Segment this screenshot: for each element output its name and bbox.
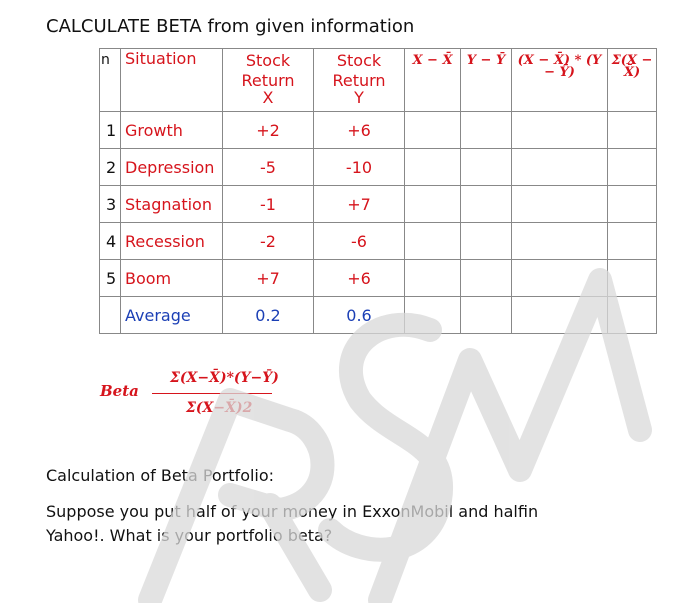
row-number: 5 <box>100 260 121 297</box>
beta-formula-label: Beta <box>100 382 139 400</box>
question-line-1: Suppose you put half of your money in ExxonMobil and halfin <box>46 502 539 521</box>
header-x-line2: Return <box>241 71 295 90</box>
empty-cell <box>461 149 512 186</box>
row-y-value: -10 <box>314 149 405 186</box>
empty-cell <box>608 260 657 297</box>
average-row <box>100 297 657 334</box>
question-line-2: Yahoo!. What is your portfolio beta? <box>46 526 333 545</box>
empty-cell <box>461 260 512 297</box>
empty-cell <box>512 186 608 223</box>
header-n <box>100 49 121 112</box>
beta-fraction-bar <box>152 393 272 394</box>
row-number: 4 <box>100 223 121 260</box>
header-sum-text: Σ(X − X̄) <box>611 53 653 80</box>
beta-data-table <box>99 48 657 334</box>
row-y-value: +6 <box>314 112 405 149</box>
header-n-text: n <box>101 52 110 68</box>
average-label: Average <box>121 297 223 334</box>
row-y-value: +6 <box>314 260 405 297</box>
header-x-minus-xbar <box>405 49 461 112</box>
table-row <box>100 186 657 223</box>
header-product <box>512 49 608 112</box>
row-x-value: -5 <box>223 149 314 186</box>
row-situation: Growth <box>121 112 223 149</box>
empty-cell <box>512 223 608 260</box>
row-y-value: +7 <box>314 186 405 223</box>
empty-cell <box>608 223 657 260</box>
empty-cell <box>461 112 512 149</box>
row-number: 2 <box>100 149 121 186</box>
header-y-minus-ybar <box>461 49 512 112</box>
empty-cell <box>461 223 512 260</box>
header-situation <box>121 49 223 112</box>
header-stock-return-y <box>314 49 405 112</box>
header-x-line3: X <box>262 88 274 107</box>
table-row <box>100 149 657 186</box>
empty-cell <box>405 223 461 260</box>
header-y-line2: Return <box>332 71 386 90</box>
header-stock-return-x <box>223 49 314 112</box>
row-x-value: +7 <box>223 260 314 297</box>
row-situation: Boom <box>121 260 223 297</box>
header-y-minus-ybar-text: Y − Ȳ <box>466 53 506 68</box>
header-y-line3: Y <box>354 88 364 107</box>
empty-cell <box>512 112 608 149</box>
empty-cell <box>608 297 657 334</box>
header-situation-text: Situation <box>125 49 197 68</box>
empty-cell <box>512 149 608 186</box>
page-title: CALCULATE BETA from given information <box>46 16 415 37</box>
watermark-letter-r <box>150 400 323 600</box>
empty-cell <box>608 112 657 149</box>
row-situation: Depression <box>121 149 223 186</box>
empty-cell <box>405 149 461 186</box>
header-product-text: (X − X̄) * (Y − Ȳ) <box>517 53 602 80</box>
empty-cell <box>512 297 608 334</box>
row-x-value: +2 <box>223 112 314 149</box>
empty-cell <box>405 186 461 223</box>
empty-cell <box>405 297 461 334</box>
empty-cell <box>608 149 657 186</box>
header-sum <box>608 49 657 112</box>
table-row <box>100 223 657 260</box>
empty-cell <box>461 186 512 223</box>
beta-formula-denominator: Σ(X−X̄)2 <box>186 400 253 416</box>
section-heading: Calculation of Beta Portfolio: <box>46 466 275 485</box>
row-x-value: -1 <box>223 186 314 223</box>
header-x-line1: Stock <box>245 51 291 70</box>
header-y-line1: Stock <box>336 51 382 70</box>
empty-cell <box>461 297 512 334</box>
average-x-value: 0.2 <box>223 297 314 334</box>
empty-cell <box>405 112 461 149</box>
empty-cell <box>100 297 121 334</box>
beta-formula-numerator: Σ(X−X̄)*(Y−Ȳ) <box>170 370 279 386</box>
row-y-value: -6 <box>314 223 405 260</box>
row-number: 3 <box>100 186 121 223</box>
table-header-row <box>100 49 657 112</box>
average-y-value: 0.6 <box>314 297 405 334</box>
empty-cell <box>512 260 608 297</box>
empty-cell <box>405 260 461 297</box>
empty-cell <box>608 186 657 223</box>
table-row <box>100 260 657 297</box>
table-row <box>100 112 657 149</box>
row-number: 1 <box>100 112 121 149</box>
row-situation: Recession <box>121 223 223 260</box>
header-x-minus-xbar-text: X − X̄ <box>412 53 453 68</box>
row-situation: Stagnation <box>121 186 223 223</box>
row-x-value: -2 <box>223 223 314 260</box>
